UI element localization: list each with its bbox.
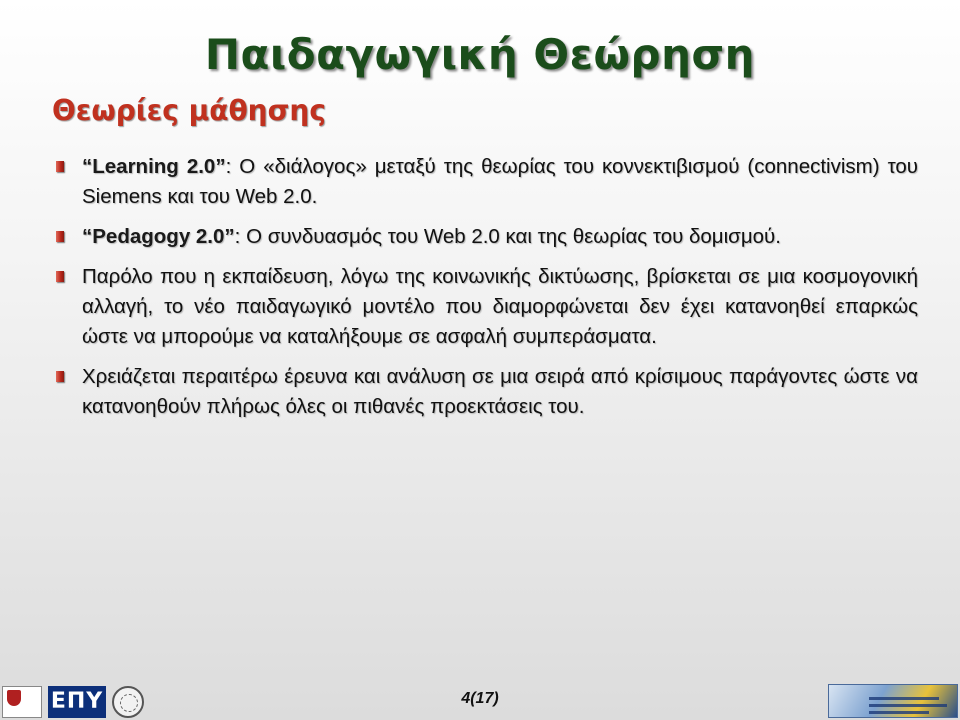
bullet-text: : Ο συνδυασμός του Web 2.0 και της θεωρίας του δομισμού. [234, 225, 781, 248]
bullet-list [52, 152, 918, 432]
conference-banner-logo [828, 684, 958, 718]
bullet-item-education-change [52, 262, 918, 352]
bullet-text: Παρόλο που η εκπαίδευση, λόγω της κοινωνικής δικτύωσης, βρίσκεται σε μια κοσμογονική αλλαγή, το νέο παιδαγωγικό μοντέλο που διαμορφώνεται δεν έχει κατανοηθεί επαρκώς ώστε να μπορούμε να καταλήξουμε σε ασφαλή συμπεράσματα. [82, 265, 918, 348]
bullet-text: : Ο «διάλογος» μεταξύ της θεωρίας του κοννεκτιβισμού (connectivism) του Siemens και του Web 2.0. [82, 155, 918, 208]
epu-logo: ΕΠΥ [48, 686, 106, 718]
bullet-item-research-needed [52, 362, 918, 422]
bullet-term: “Learning 2.0” [82, 155, 226, 178]
bullet-item-pedagogy [52, 222, 918, 252]
bullet-square-icon [56, 371, 64, 382]
bullet-text: Χρειάζεται περαιτέρω έρευνα και ανάλυση σε μια σειρά από κρίσιμους παράγοντες ώστε να κατανοηθούν πλήρως όλες οι πιθανές προεκτάσεις του. [82, 365, 918, 418]
page-number: 4(17) [461, 690, 499, 707]
slide-title: Παιδαγωγική Θεώρηση [204, 30, 756, 79]
bullet-item-learning [52, 152, 918, 212]
bullet-square-icon [56, 161, 64, 172]
bullet-square-icon [56, 231, 64, 242]
slide-subtitle: Θεωρίες μάθησης [52, 94, 326, 127]
bullet-square-icon [56, 271, 64, 282]
bullet-term: “Pedagogy 2.0” [82, 225, 235, 248]
